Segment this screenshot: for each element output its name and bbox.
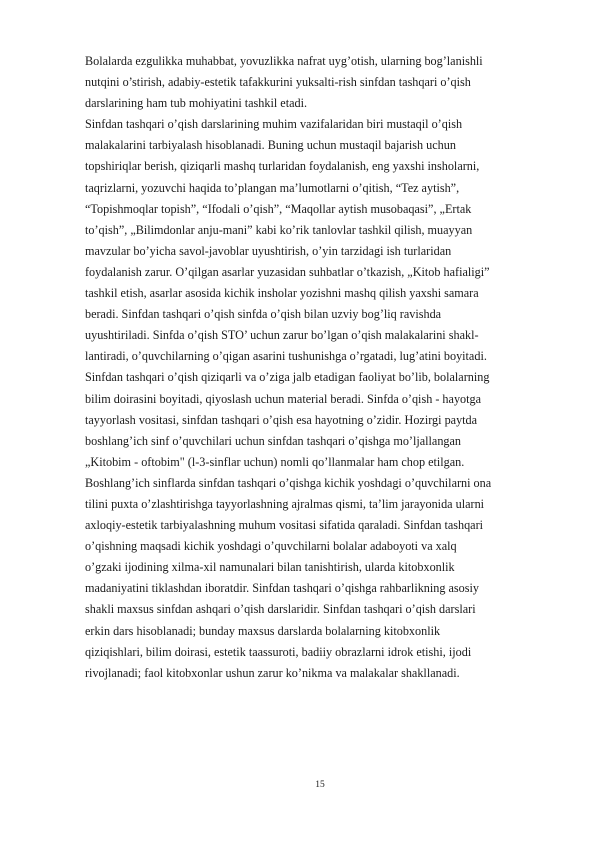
text-line: Sinfdan tashqari o’qish qiziqarli va o’ziga jalb etadigan faoliyat bo’lib, bolalarning <box>85 370 490 385</box>
text-line: lantiradi, o’quvchilarning o’qigan asarini tushunishga o’rgatadi, lug’atini boyitadi. <box>85 349 487 364</box>
text-line: darslarining ham tub mohiyatini tashkil etadi. <box>85 96 308 111</box>
text-line: taqrizlarni, yozuvchi haqida to’plangan ma’lumotlarni o’qitish, “Tez aytish”, <box>85 180 460 195</box>
text-line: tashkil etish, asarlar asosida kichik insholar yozishni mashq qilish yaxshi samara <box>85 286 479 301</box>
text-line: shakli maxsus sinfdan ashqari o’qish darslaridir. Sinfdan tashqari o’qish darslari <box>85 602 476 617</box>
text-line: to’qish”, „Bilimdonlar anju-mani” kabi ko’rik tanlovlar tashkil qilish, muayyan <box>85 222 473 237</box>
body-text <box>85 51 553 684</box>
text-line: uyushtiriladi. Sinfda o’qish STO’ uchun zarur bo’lgan o’qish malakalarini shakl- <box>85 328 479 343</box>
text-line: “Topishmoqlar topish”, “Ifodali o’qish”, “Maqollar aytish musobaqasi”, „Ertak <box>85 201 472 216</box>
text-line: topshiriqlar berish, qiziqarli mashq turlaridan foydalanish, eng yaxshi insholarni, <box>85 159 480 174</box>
text-line: boshlang’ich sinf o’quvchilari uchun sinfdan tashqari o’qishga mo’ljallangan <box>85 433 462 448</box>
text-line: Boshlang’ich sinflarda sinfdan tashqari o’qishga kichik yoshdagi o’quvchilarni ona <box>85 475 492 490</box>
text-line: foydalanish zarur. O’qilgan asarlar yuzasidan suhbatlar o’tkazish, „Kitob hafialigi” <box>85 264 490 279</box>
text-line: mavzular bo’yicha savol-javoblar uyushtirish, o’yin tarzidagi ish turlaridan <box>85 243 452 258</box>
text-line: o’gzaki ijodining xilma-xil namunalari bilan tanishtirish, ularda kitobxonlik <box>85 560 455 575</box>
text-line: tayyorlash vositasi, sinfdan tashqari o’qish esa hayotning o’zidir. Hozirgi paytda <box>85 412 478 427</box>
text-line: nutqini o’stirish, adabiy-estetik tafakkurini yuksalti-rish sinfdan tashqari o’qish <box>85 75 471 90</box>
text-line: o’qishning maqsadi kichik yoshdagi o’quvchilarni bolalar adaboyoti va xalq <box>85 539 457 554</box>
text-line: erkin dars hisoblanadi; bunday maxsus darslarda bolalarning kitobxonlik <box>85 623 441 638</box>
text-line: qiziqishlari, bilim doirasi, estetik taassuroti, badiiy obrazlarni idrok etishi, ijodi <box>85 644 472 659</box>
page-number: 15 <box>315 780 325 790</box>
text-line: rivojlanadi; faol kitobxonlar ushun zarur ko’nikma va malakalar shakllanadi. <box>85 665 460 680</box>
text-line: beradi. Sinfdan tashqari o’qish sinfda o’qish bilan uzviy bog’liq ravishda <box>85 307 442 322</box>
text-line: „Kitobim - oftobim" (l-3-sinflar uchun) nomli qo’llanmalar ham chop etilgan. <box>85 454 465 469</box>
text-line: bilim doirasini boyitadi, qiyoslash uchun material beradi. Sinfda o’qish - hayotga <box>85 391 482 406</box>
text-line: madaniyatini tiklashdan iboratdir. Sinfdan tashqari o’qishga rahbarlikning asosiy <box>85 581 479 596</box>
text-line: malakalarini tarbiyalash hisoblanadi. Buning uchun mustaqil bajarish uchun <box>85 138 456 153</box>
text-line: Bolalarda ezgulikka muhabbat, yovuzlikka nafrat uyg’otish, ularning bog’lanishli <box>85 54 483 68</box>
text-line: Sinfdan tashqari o’qish darslarining muhim vazifalaridan biri mustaqil o’qish <box>85 117 463 132</box>
text-line: tilini puxta o’zlashtirishga tayyorlashning ajralmas qismi, ta’lim jarayonida ularni <box>85 496 485 511</box>
text-line: axloqiy-estetik tarbiyalashning muhum vositasi sifatida qaraladi. Sinfdan tashqari <box>85 518 484 533</box>
